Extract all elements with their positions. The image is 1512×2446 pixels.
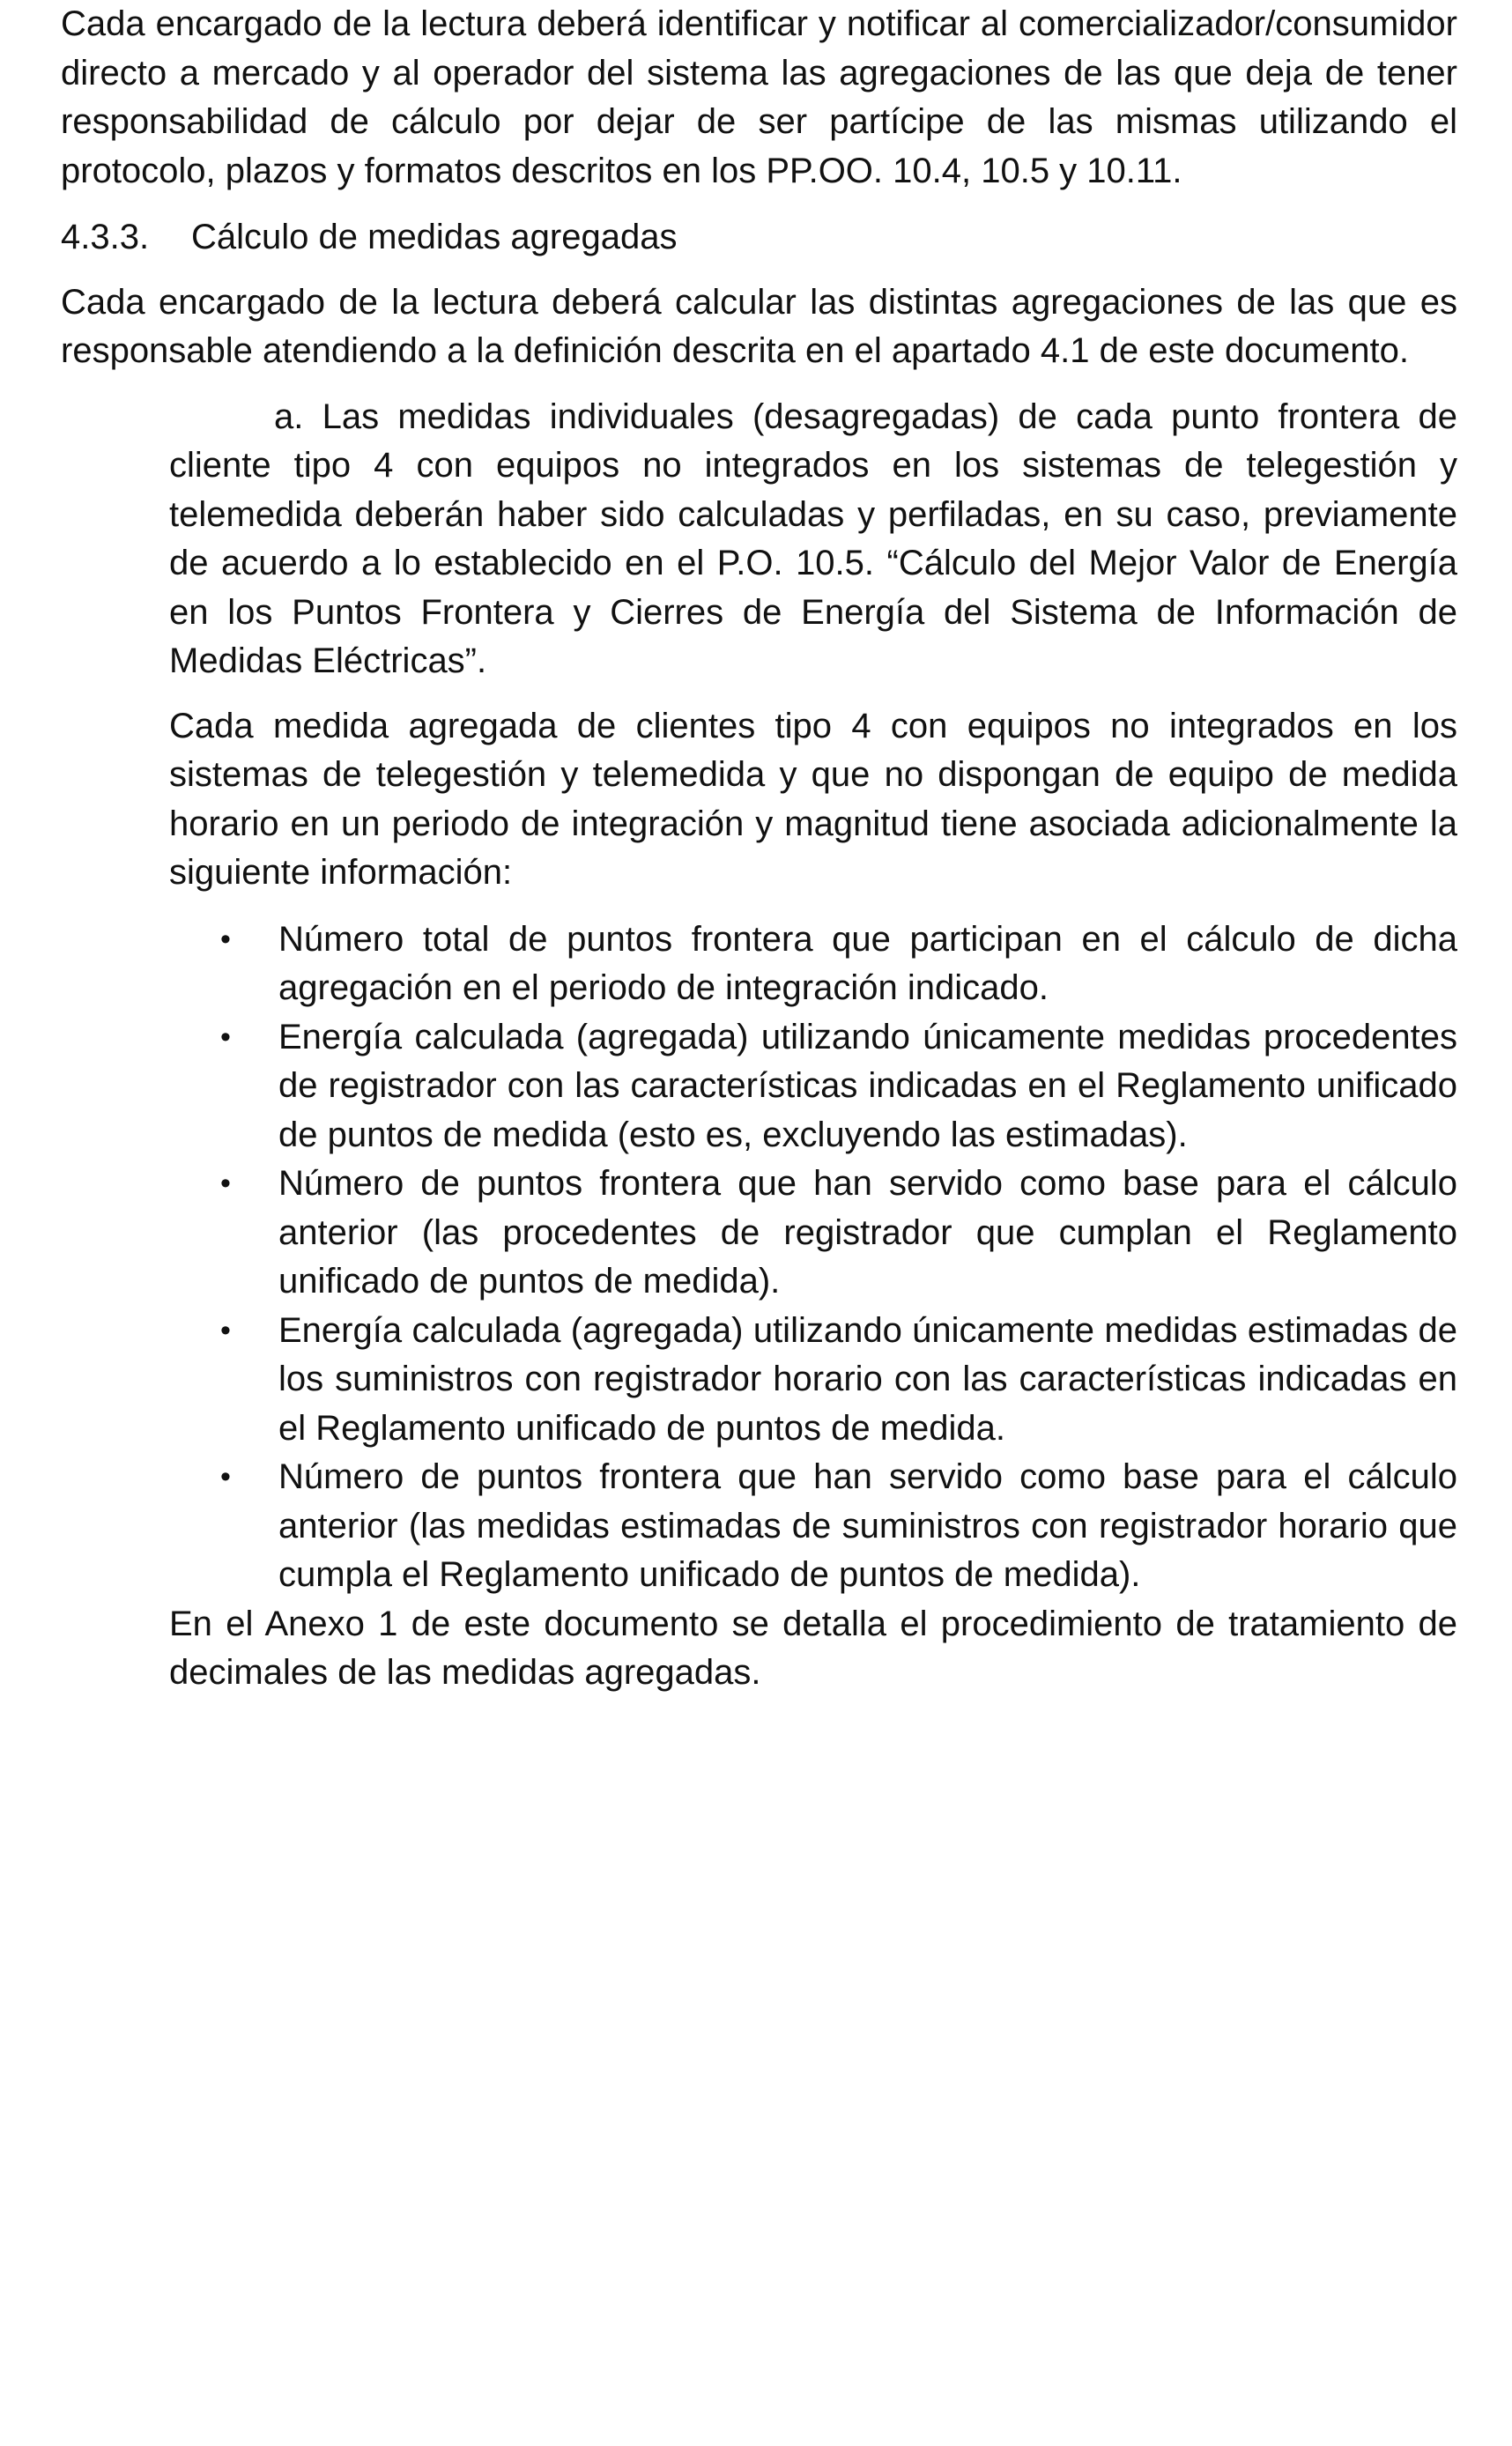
bullet-icon: • bbox=[220, 1460, 231, 1494]
paragraph-calculation: Cada encargado de la lectura deberá calcular las distintas agregaciones de las que es responsable atendiendo a la definición descrita en el apartado 4.1 de este documento. bbox=[61, 282, 1457, 370]
list-item-a: a. Las medidas individuales (desagregadas) de cada punto frontera de cliente tipo 4 con equipos no integrados en los sistemas de telegestión y telemedida deberán haber sido calculadas y perfiladas, en su caso, previamente de acuerdo a lo establecido en el P.O. 10.5. “Cálculo del Mejor Valor de Energía en los Puntos Frontera y Cierres de Energía del Sistema de Información de Medidas Eléctricas”. bbox=[169, 397, 1457, 680]
bullet-icon: • bbox=[220, 1167, 231, 1200]
list-item bbox=[169, 1453, 1457, 1600]
bullet-list bbox=[169, 915, 1457, 1600]
document-page bbox=[61, 0, 1457, 1698]
bullet-icon: • bbox=[220, 1313, 231, 1347]
list-item-text: Energía calculada (agregada) utilizando únicamente medidas procedentes de registrador con las características indicadas en el Reglamento unificado de puntos de medida (esto es, excluyendo las estimadas). bbox=[278, 1017, 1457, 1154]
section-title: Cálculo de medidas agregadas bbox=[191, 218, 678, 256]
list-item bbox=[169, 915, 1457, 1013]
list-item bbox=[169, 1307, 1457, 1454]
list-item bbox=[169, 1160, 1457, 1307]
paragraph-notification: Cada encargado de la lectura deberá identificar y notificar al comercializador/consumidor directo a mercado y al operador del sistema las agregaciones de las que deja de tener responsabilidad de cálculo por dejar de ser partícipe de las mismas utilizando el protocolo, plazos y formatos descritos en los PP.OO. 10.4, 10.5 y 10.11. bbox=[61, 4, 1457, 190]
paragraph-additional-info: Cada medida agregada de clientes tipo 4 con equipos no integrados en los sistemas de telegestión y telemedida y que no dispongan de equipo de medida horario en un periodo de integración y magnitud tiene asociada adicionalmente la siguiente información: bbox=[169, 706, 1457, 892]
list-item-text: Número de puntos frontera que han servido como base para el cálculo anterior (las procedentes de registrador que cumplan el Reglamento unificado de puntos de medida). bbox=[278, 1164, 1457, 1301]
list-item bbox=[169, 1013, 1457, 1160]
list-item-text: Energía calculada (agregada) utilizando únicamente medidas estimadas de los suministros con registrador horario con las características indicadas en el Reglamento unificado de puntos de medida. bbox=[278, 1310, 1457, 1448]
section-number: 4.3.3. bbox=[61, 218, 150, 256]
section-heading bbox=[61, 213, 1457, 263]
bullet-icon: • bbox=[220, 922, 231, 956]
bullet-icon: • bbox=[220, 1019, 231, 1054]
list-item-text: Número total de puntos frontera que participan en el cálculo de dicha agregación en el periodo de integración indicado. bbox=[278, 919, 1457, 1007]
list-item-text: Número de puntos frontera que han servido como base para el cálculo anterior (las medidas estimadas de suministros con registrador horario que cumpla el Reglamento unificado de puntos de medida). bbox=[278, 1457, 1457, 1594]
paragraph-annex-note: En el Anexo 1 de este documento se detalla el procedimiento de tratamiento de decimales de las medidas agregadas. bbox=[169, 1604, 1457, 1692]
